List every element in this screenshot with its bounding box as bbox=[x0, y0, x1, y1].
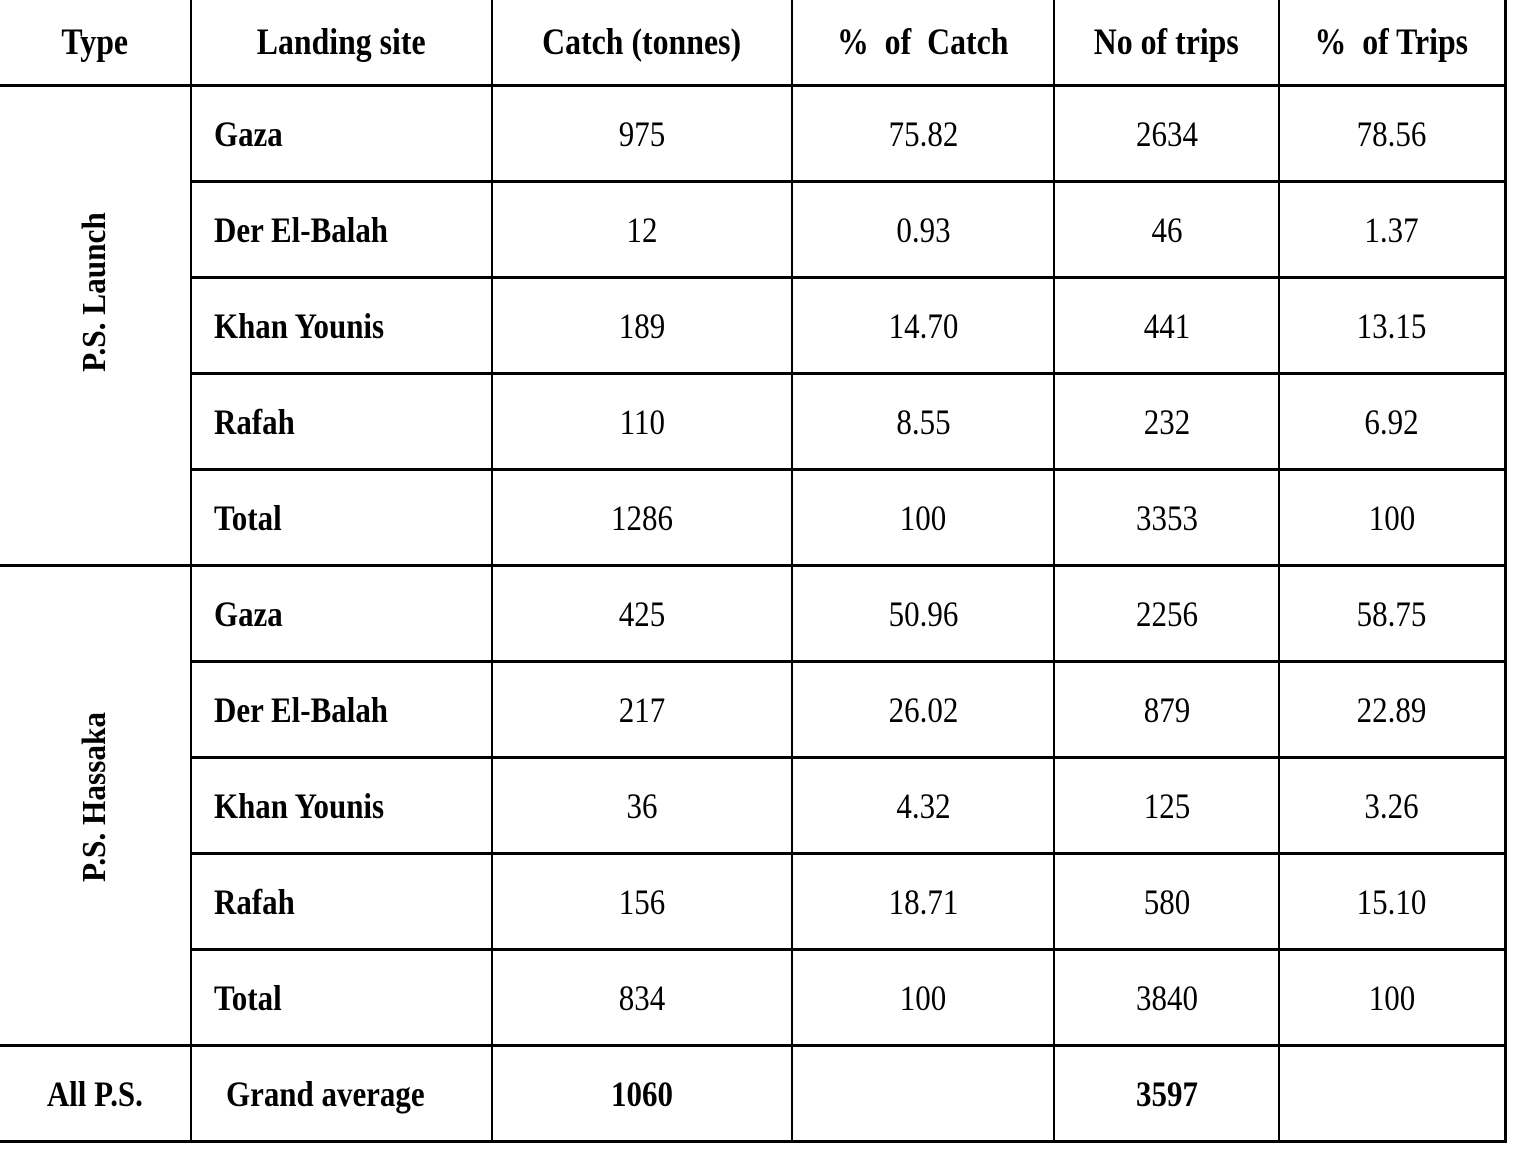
cell-trips: 2256 bbox=[1054, 566, 1279, 662]
cell-site: Gaza bbox=[191, 86, 492, 182]
cell-trips: 232 bbox=[1054, 374, 1279, 470]
cell-site: Total bbox=[191, 470, 492, 566]
cell-type: All P.S. bbox=[0, 1046, 191, 1142]
table-row-total bbox=[0, 470, 1505, 566]
cell-pct-trips: 22.89 bbox=[1279, 662, 1505, 758]
header-type bbox=[0, 0, 191, 86]
cell-trips: 3840 bbox=[1054, 950, 1279, 1046]
header-trips bbox=[1054, 0, 1279, 86]
header-landing-site bbox=[191, 0, 492, 86]
table-row bbox=[0, 566, 1505, 662]
header-catch-label: Catch (tonnes) bbox=[542, 21, 742, 63]
cell-pct-catch: 4.32 bbox=[792, 758, 1054, 854]
cell-pct-trips: 78.56 bbox=[1279, 86, 1505, 182]
cell-catch: 217 bbox=[492, 662, 792, 758]
cell-trips: 46 bbox=[1054, 182, 1279, 278]
cell-catch: 110 bbox=[492, 374, 792, 470]
cell-pct-trips: 58.75 bbox=[1279, 566, 1505, 662]
cell-pct-catch: 75.82 bbox=[792, 86, 1054, 182]
cell-catch: 1286 bbox=[492, 470, 792, 566]
cell-catch: 834 bbox=[492, 950, 792, 1046]
cell-catch: 975 bbox=[492, 86, 792, 182]
cell-pct-trips: 15.10 bbox=[1279, 854, 1505, 950]
header-pct-trips-label: % of Trips bbox=[1314, 21, 1469, 63]
table-row bbox=[0, 278, 1505, 374]
header-type-label: Type bbox=[61, 21, 129, 63]
cell-catch: 425 bbox=[492, 566, 792, 662]
cell-catch: 1060 bbox=[492, 1046, 792, 1142]
cell-site: Gaza bbox=[191, 566, 492, 662]
cell-trips: 3597 bbox=[1054, 1046, 1279, 1142]
cell-pct-catch: 18.71 bbox=[792, 854, 1054, 950]
cell-trips: 125 bbox=[1054, 758, 1279, 854]
cell-site: Khan Younis bbox=[191, 758, 492, 854]
cell-pct-trips: 6.92 bbox=[1279, 374, 1505, 470]
header-trips-label: No of trips bbox=[1094, 21, 1239, 63]
cell-pct-catch: 100 bbox=[792, 950, 1054, 1046]
cell-trips: 879 bbox=[1054, 662, 1279, 758]
cell-trips: 2634 bbox=[1054, 86, 1279, 182]
cell-catch: 12 bbox=[492, 182, 792, 278]
cell-catch: 189 bbox=[492, 278, 792, 374]
cell-catch: 156 bbox=[492, 854, 792, 950]
table-row bbox=[0, 662, 1505, 758]
cell-pct-catch: 0.93 bbox=[792, 182, 1054, 278]
cell-pct-catch: 50.96 bbox=[792, 566, 1054, 662]
cell-trips: 441 bbox=[1054, 278, 1279, 374]
cell-trips: 580 bbox=[1054, 854, 1279, 950]
cell-pct-trips bbox=[1279, 1046, 1505, 1142]
cell-site: Rafah bbox=[191, 374, 492, 470]
cell-pct-trips: 3.26 bbox=[1279, 758, 1505, 854]
header-landing-site-label: Landing site bbox=[257, 21, 426, 63]
cell-pct-catch: 26.02 bbox=[792, 662, 1054, 758]
cell-trips: 3353 bbox=[1054, 470, 1279, 566]
group-type-cell bbox=[0, 566, 191, 1046]
group-type-cell bbox=[0, 86, 191, 566]
cell-site: Rafah bbox=[191, 854, 492, 950]
header-row bbox=[0, 0, 1505, 86]
cell-site: Der El-Balah bbox=[191, 182, 492, 278]
header-catch bbox=[492, 0, 792, 86]
cell-pct-trips: 13.15 bbox=[1279, 278, 1505, 374]
cell-pct-catch: 14.70 bbox=[792, 278, 1054, 374]
table-row-grand-average bbox=[0, 1046, 1505, 1142]
cell-pct-trips: 100 bbox=[1279, 470, 1505, 566]
cell-pct-catch: 100 bbox=[792, 470, 1054, 566]
cell-site: Der El-Balah bbox=[191, 662, 492, 758]
cell-site: Khan Younis bbox=[191, 278, 492, 374]
table-row bbox=[0, 86, 1505, 182]
table-row-total bbox=[0, 950, 1505, 1046]
table-row bbox=[0, 374, 1505, 470]
cell-pct-catch: 8.55 bbox=[792, 374, 1054, 470]
group-type-label: P.S. Launch bbox=[76, 211, 113, 372]
table-row bbox=[0, 854, 1505, 950]
header-pct-catch bbox=[792, 0, 1054, 86]
cell-catch: 36 bbox=[492, 758, 792, 854]
group-type-label: P.S. Hassaka bbox=[76, 711, 113, 882]
cell-pct-trips: 100 bbox=[1279, 950, 1505, 1046]
cell-site: Total bbox=[191, 950, 492, 1046]
header-pct-trips bbox=[1279, 0, 1505, 86]
table-row bbox=[0, 758, 1505, 854]
cell-pct-catch bbox=[792, 1046, 1054, 1142]
table-row bbox=[0, 182, 1505, 278]
header-pct-catch-label: % of Catch bbox=[837, 21, 1009, 63]
cell-site: Grand average bbox=[191, 1046, 492, 1142]
cell-pct-trips: 1.37 bbox=[1279, 182, 1505, 278]
